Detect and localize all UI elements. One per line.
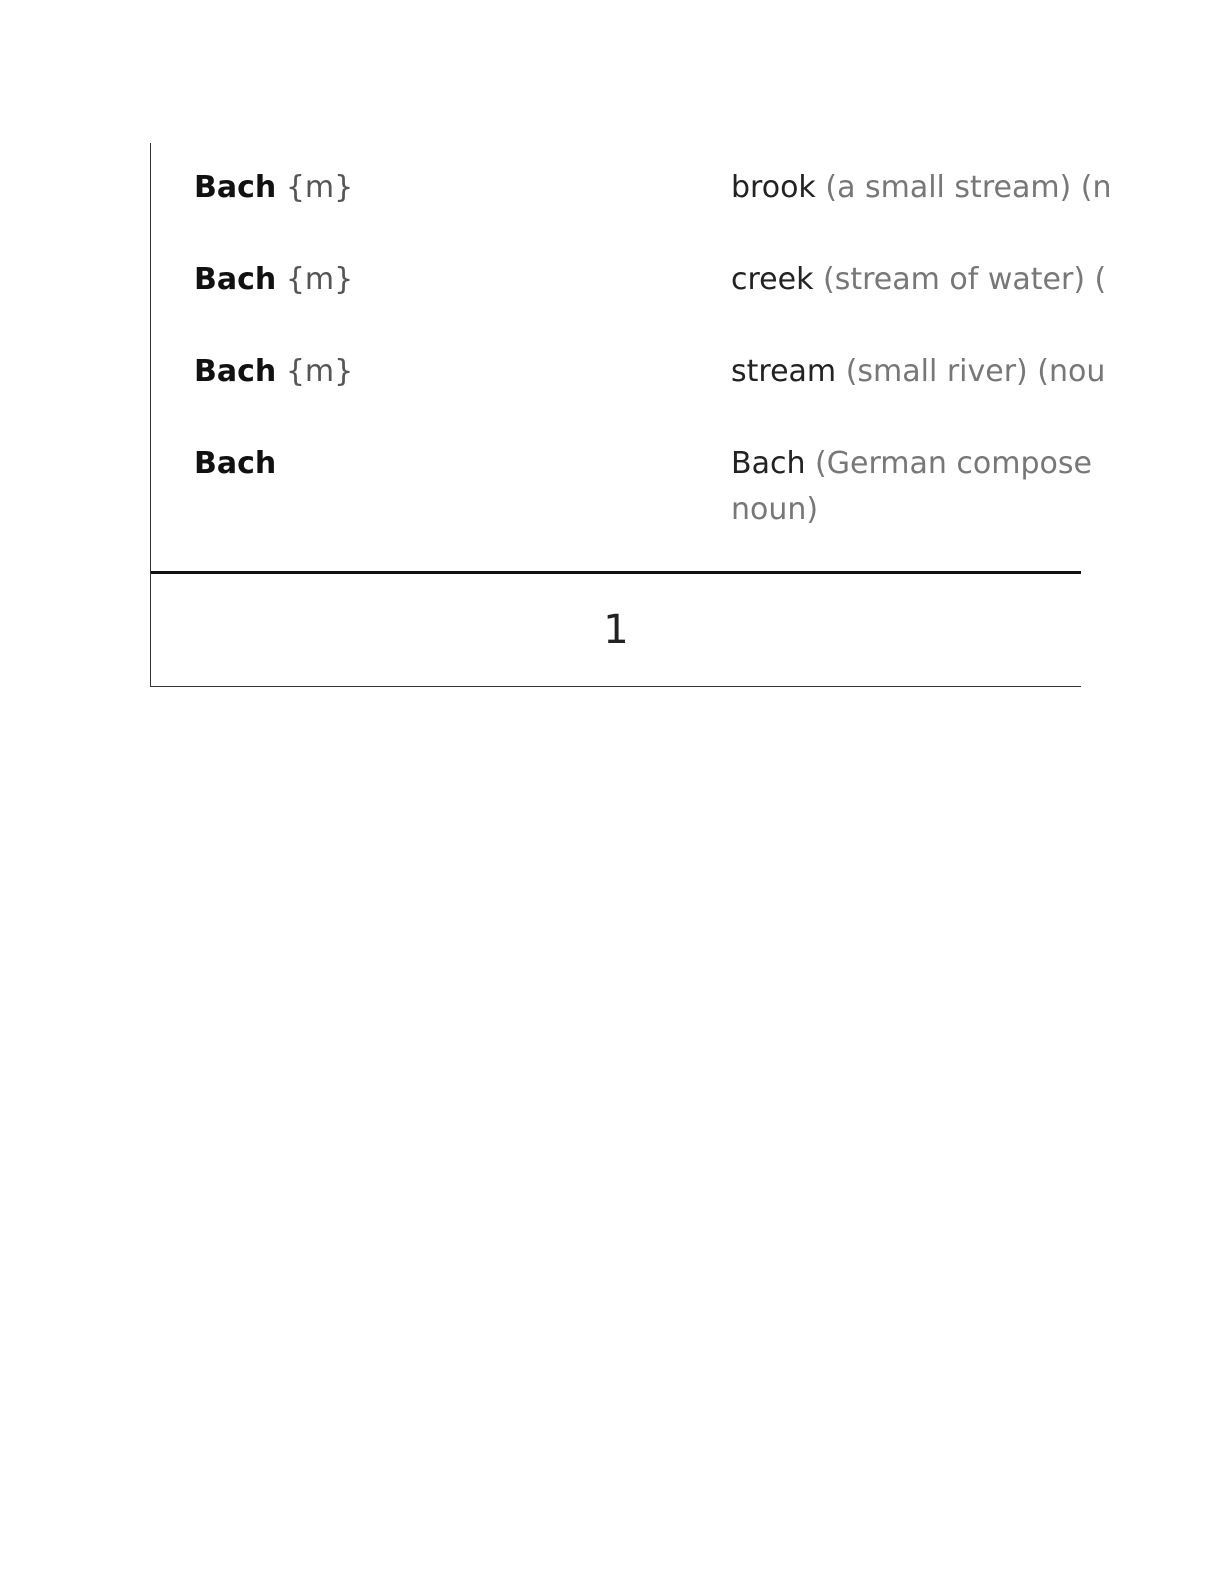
gender-tag: {m} bbox=[285, 170, 354, 205]
german-term[interactable]: Bach bbox=[194, 354, 277, 389]
german-term[interactable]: Bach bbox=[194, 262, 277, 297]
german-term[interactable]: Bach bbox=[194, 170, 277, 205]
english-term[interactable]: creek bbox=[731, 262, 814, 297]
english-cell bbox=[731, 441, 1191, 533]
gender-tag: {m} bbox=[285, 354, 354, 389]
english-gloss: (a small stream) (n bbox=[825, 170, 1112, 205]
page-number-current[interactable]: 1 bbox=[603, 607, 629, 653]
english-cell bbox=[731, 165, 1191, 211]
english-term[interactable]: stream bbox=[731, 354, 837, 389]
german-cell bbox=[194, 441, 276, 487]
results-table bbox=[150, 143, 1112, 687]
german-term[interactable]: Bach bbox=[194, 446, 277, 481]
english-gloss-continued: noun) bbox=[731, 492, 819, 527]
gender-tag: {m} bbox=[285, 262, 354, 297]
german-cell bbox=[194, 257, 353, 303]
english-gloss: (stream of water) ( bbox=[823, 262, 1107, 297]
english-term[interactable]: Bach bbox=[731, 446, 806, 481]
english-cell bbox=[731, 349, 1191, 395]
english-cell bbox=[731, 257, 1191, 303]
english-term[interactable]: brook bbox=[731, 170, 816, 205]
english-gloss: (German compose bbox=[815, 446, 1092, 481]
pagination bbox=[151, 574, 1081, 686]
english-gloss: (small river) (nou bbox=[845, 354, 1106, 389]
german-cell bbox=[194, 165, 353, 211]
german-cell bbox=[194, 349, 353, 395]
